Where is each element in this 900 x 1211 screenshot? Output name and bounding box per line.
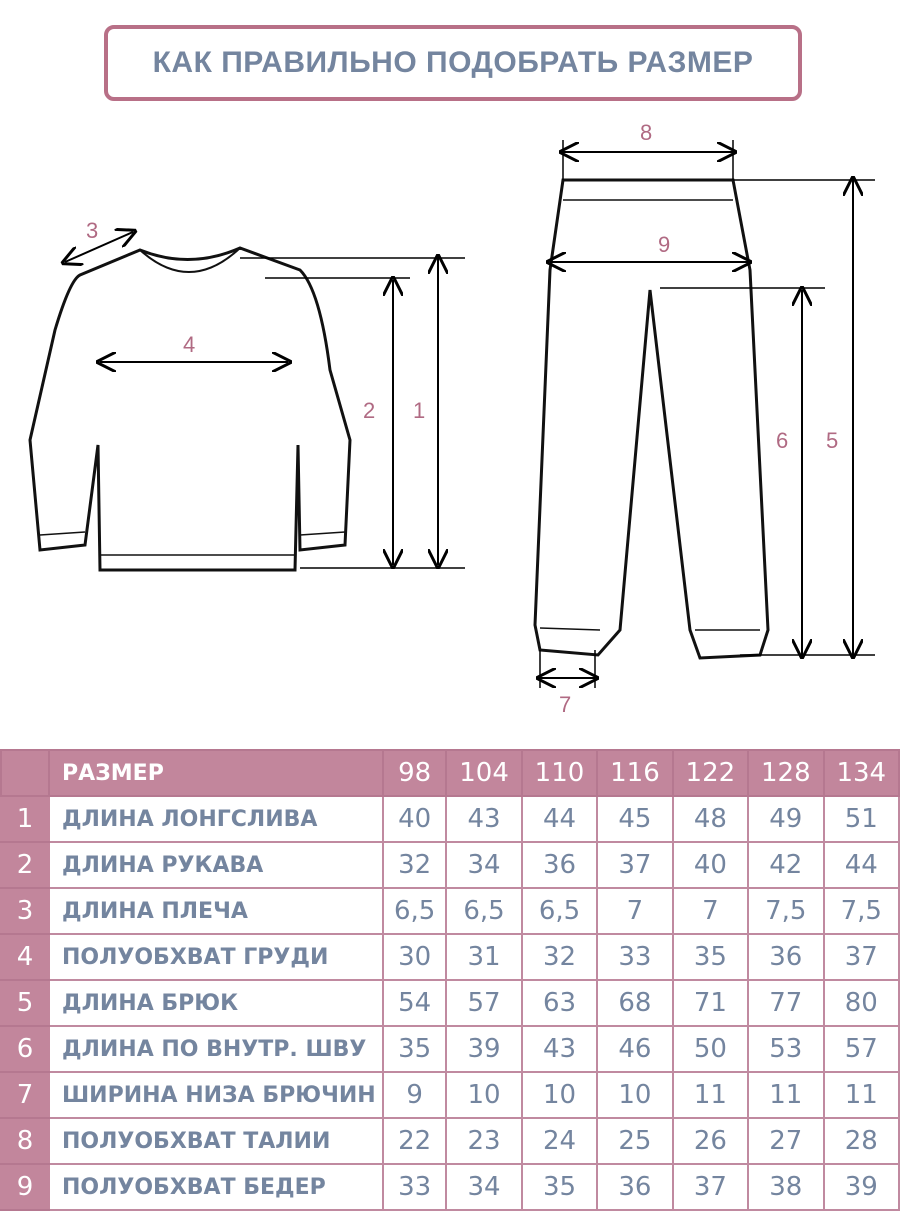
measurement-arrows [65, 152, 853, 678]
measurement-value: 7,5 [824, 888, 899, 934]
measurement-value: 36 [748, 934, 823, 980]
measurement-value: 40 [673, 842, 748, 888]
measurement-value: 6,5 [383, 888, 446, 934]
measurement-value: 34 [446, 1164, 521, 1210]
measurement-value: 23 [446, 1118, 521, 1164]
size-header: 128 [748, 750, 823, 796]
measurement-value: 51 [824, 796, 899, 842]
measurement-value: 77 [748, 980, 823, 1026]
measurement-value: 35 [673, 934, 748, 980]
measurement-value: 35 [383, 1026, 446, 1072]
measurement-value: 44 [824, 842, 899, 888]
label-2: 2 [363, 398, 376, 423]
measurement-value: 57 [824, 1026, 899, 1072]
size-diagram [0, 110, 900, 720]
measurement-value: 9 [383, 1072, 446, 1118]
measurement-name: ПОЛУОБХВАТ ГРУДИ [49, 934, 383, 980]
size-header: 110 [522, 750, 597, 796]
measurement-value: 10 [522, 1072, 597, 1118]
label-1: 1 [413, 398, 426, 423]
label-3: 3 [86, 218, 99, 243]
measurement-value: 80 [824, 980, 899, 1026]
pants-drawing [535, 180, 768, 658]
measurement-value: 45 [597, 796, 672, 842]
table-row [1, 796, 899, 842]
label-4: 4 [183, 332, 196, 357]
row-number: 8 [1, 1118, 49, 1164]
table-row [1, 888, 899, 934]
measurement-value: 22 [383, 1118, 446, 1164]
measurement-value: 35 [522, 1164, 597, 1210]
measurement-value: 37 [673, 1164, 748, 1210]
measurement-name: ДЛИНА ЛОНГСЛИВА [49, 796, 383, 842]
row-number: 6 [1, 1026, 49, 1072]
header-label: РАЗМЕР [49, 750, 383, 796]
longsleeve-drawing [30, 248, 350, 570]
measurement-value: 33 [597, 934, 672, 980]
measurement-value: 53 [748, 1026, 823, 1072]
measurement-value: 43 [446, 796, 521, 842]
measurement-value: 48 [673, 796, 748, 842]
measurement-value: 11 [673, 1072, 748, 1118]
header-num-cell [1, 750, 49, 796]
label-6: 6 [776, 428, 789, 453]
measurement-value: 26 [673, 1118, 748, 1164]
measurement-value: 11 [824, 1072, 899, 1118]
page-title: КАК ПРАВИЛЬНО ПОДОБРАТЬ РАЗМЕР [104, 25, 802, 101]
row-number: 7 [1, 1072, 49, 1118]
measurement-value: 57 [446, 980, 521, 1026]
table-row [1, 842, 899, 888]
measurement-value: 36 [522, 842, 597, 888]
measurement-value: 32 [522, 934, 597, 980]
measurement-value: 6,5 [522, 888, 597, 934]
measurement-value: 7 [673, 888, 748, 934]
measurement-value: 49 [748, 796, 823, 842]
measurement-value: 71 [673, 980, 748, 1026]
row-number: 9 [1, 1164, 49, 1210]
size-table [0, 749, 900, 1211]
size-header: 98 [383, 750, 446, 796]
measurement-value: 36 [597, 1164, 672, 1210]
measurement-value: 50 [673, 1026, 748, 1072]
table-row [1, 1118, 899, 1164]
measurement-value: 46 [597, 1026, 672, 1072]
measurement-name: ДЛИНА ПЛЕЧА [49, 888, 383, 934]
measurement-value: 39 [824, 1164, 899, 1210]
label-7: 7 [559, 692, 572, 717]
measurement-value: 6,5 [446, 888, 521, 934]
measurement-value: 11 [748, 1072, 823, 1118]
measurement-value: 44 [522, 796, 597, 842]
table-row [1, 1072, 899, 1118]
measurement-name: ДЛИНА РУКАВА [49, 842, 383, 888]
measurement-name: ШИРИНА НИЗА БРЮЧИН [49, 1072, 383, 1118]
measurement-value: 31 [446, 934, 521, 980]
measurement-value: 40 [383, 796, 446, 842]
table-row [1, 1164, 899, 1210]
table-row [1, 980, 899, 1026]
measurement-value: 30 [383, 934, 446, 980]
table-row [1, 1026, 899, 1072]
measurement-value: 32 [383, 842, 446, 888]
measurement-value: 7,5 [748, 888, 823, 934]
measurement-value: 10 [597, 1072, 672, 1118]
row-number: 2 [1, 842, 49, 888]
label-9: 9 [658, 232, 671, 257]
size-header: 134 [824, 750, 899, 796]
measurement-name: ПОЛУОБХВАТ БЕДЕР [49, 1164, 383, 1210]
label-5: 5 [826, 428, 839, 453]
measurement-value: 10 [446, 1072, 521, 1118]
measurement-name: ПОЛУОБХВАТ ТАЛИИ [49, 1118, 383, 1164]
measurement-value: 24 [522, 1118, 597, 1164]
size-header: 116 [597, 750, 672, 796]
measurement-value: 25 [597, 1118, 672, 1164]
table-row [1, 934, 899, 980]
size-header: 122 [673, 750, 748, 796]
measurement-name: ДЛИНА БРЮК [49, 980, 383, 1026]
measurement-value: 27 [748, 1118, 823, 1164]
measurement-value: 37 [824, 934, 899, 980]
size-header: 104 [446, 750, 521, 796]
measurement-name: ДЛИНА ПО ВНУТР. ШВУ [49, 1026, 383, 1072]
measurement-value: 68 [597, 980, 672, 1026]
measurement-value: 42 [748, 842, 823, 888]
measurement-value: 63 [522, 980, 597, 1026]
measurement-value: 54 [383, 980, 446, 1026]
measurement-value: 34 [446, 842, 521, 888]
measurement-value: 39 [446, 1026, 521, 1072]
measurement-value: 33 [383, 1164, 446, 1210]
measurement-value: 28 [824, 1118, 899, 1164]
row-number: 4 [1, 934, 49, 980]
row-number: 1 [1, 796, 49, 842]
measurement-value: 37 [597, 842, 672, 888]
measurement-value: 38 [748, 1164, 823, 1210]
row-number: 5 [1, 980, 49, 1026]
label-8: 8 [640, 120, 653, 145]
measurement-value: 7 [597, 888, 672, 934]
measurement-value: 43 [522, 1026, 597, 1072]
table-header-row [1, 750, 899, 796]
row-number: 3 [1, 888, 49, 934]
